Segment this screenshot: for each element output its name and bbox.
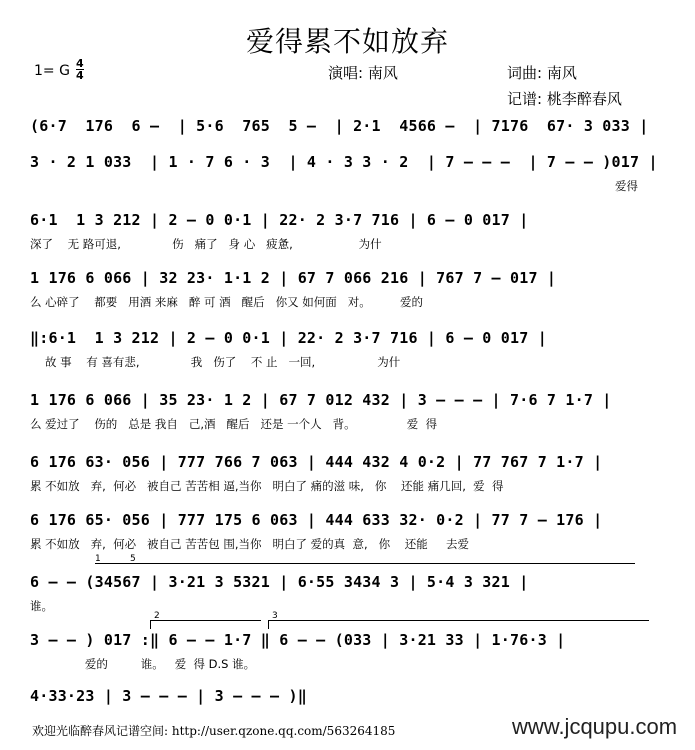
score-row-5 — [30, 328, 662, 369]
notation-line: 6·1 1 3 212 | 2 – 0 0·1 | 22· 2 3·7 716 | 6 – 0 017 | — [30, 211, 529, 229]
key-signature: 1= G — [34, 63, 70, 79]
notation-line: 4·33·23 | 3 – – – | 3 – – – )‖ — [30, 687, 307, 705]
volta-bracket-3 — [268, 611, 649, 629]
score-row-1 — [30, 116, 662, 136]
watermark: www.jcqupu.com — [512, 714, 678, 739]
song-title: 爱得累不如放弃 — [245, 25, 449, 58]
notation-line: 6 176 65· 056 | 777 175 6 063 | 444 633 32· 0·2 | 77 7 – 176 | — [30, 511, 603, 529]
lyric-line: 爱的 谁。 爱 得 D.S 谁。 — [30, 657, 256, 671]
time-signature-bottom: 4 — [76, 69, 84, 82]
notation-line: 6 – – (34567 | 3·21 3 5321 | 6·55 3434 3 | 5·4 3 321 | — [30, 573, 529, 591]
notation-line: 3 – – ) 017 :‖ 6 – – 1·7 ‖ 6 – – (033 | 3·21 33 | 1·76·3 | — [30, 631, 566, 649]
score-row-7 — [30, 452, 662, 493]
lyric-line: 深了 无 路可退, 伤 痛了 身 心 疲惫, 为什 — [30, 237, 382, 251]
score-row-4 — [30, 268, 662, 309]
volta-bracket-2 — [150, 611, 261, 629]
time-signature — [76, 58, 84, 81]
lyric-line: 么 爱过了 伤的 总是 我自 己,酒 醒后 还是 一个人 背。 爱 得 — [30, 417, 438, 431]
score-row-6 — [30, 390, 662, 431]
lyric-line: 故 事 有 喜有悲, 我 伤了 不 止 一回, 为什 — [45, 355, 401, 369]
bracket-line — [95, 554, 635, 572]
footer-credit: 欢迎光临醉春风记谱空间: http://user.qzone.qq.com/563264185 — [32, 724, 396, 738]
transcriber-credit: 记谱: 桃李醉春风 — [507, 90, 622, 108]
volta-number-1: 1 — [95, 554, 101, 564]
notation-line: ‖:6·1 1 3 212 | 2 – 0 0·1 | 22· 2 3·7 716 | 6 – 0 017 | — [30, 329, 547, 347]
volta-number-2: 2 — [154, 611, 160, 621]
notation-line: 1 176 6 066 | 35 23· 1 2 | 67 7 012 432 | 3 – – – | 7·6 7 1·7 | — [30, 391, 612, 409]
lyric-line: 累 不如放 弃, 何必 被自己 苦苦包 围,当你 明白了 爱的真 意, 你 还能 去爱 — [30, 537, 469, 551]
score-row-2 — [30, 152, 662, 193]
score-row-11 — [30, 686, 662, 706]
score-row-10 — [30, 630, 662, 671]
lyric-line: 么 心碎了 都要 用酒 来麻 醉 可 酒 醒后 你又 如何面 对。 爱的 — [30, 295, 423, 309]
lyric-line: 爱得 — [615, 179, 638, 193]
time-signature-top: 4 — [76, 57, 84, 70]
singer-credit: 演唱: 南风 — [328, 64, 398, 82]
lyricist-credit: 词曲: 南风 — [507, 64, 577, 82]
lyric-line: 谁。 — [30, 599, 53, 613]
score-row-9 — [30, 572, 662, 613]
score-row-8 — [30, 510, 662, 551]
notation-line: 1 176 6 066 | 32 23· 1·1 2 | 67 7 066 216 | 767 7 – 017 | — [30, 269, 557, 287]
notation-line: 6 176 63· 056 | 777 766 7 063 | 444 432 4 0·2 | 77 767 7 1·7 | — [30, 453, 603, 471]
score-row-3 — [30, 210, 662, 251]
volta-number-5: 5 — [130, 554, 136, 564]
volta-number-3: 3 — [272, 611, 278, 621]
notation-line: 3 · 2 1 033 | 1 · 7 6 · 3 | 4 · 3 3 · 2 | 7 – – – | 7 – – )017 | — [30, 153, 658, 171]
lyric-line: 累 不如放 弃, 何必 被自己 苦苦相 逼,当你 明白了 痛的滋 味, 你 还能 痛几回, 爱 得 — [30, 479, 504, 493]
notation-line: (6·7 176 6 – | 5·6 765 5 – | 2·1 4566 – | 7176 67· 3 033 | — [30, 117, 649, 135]
